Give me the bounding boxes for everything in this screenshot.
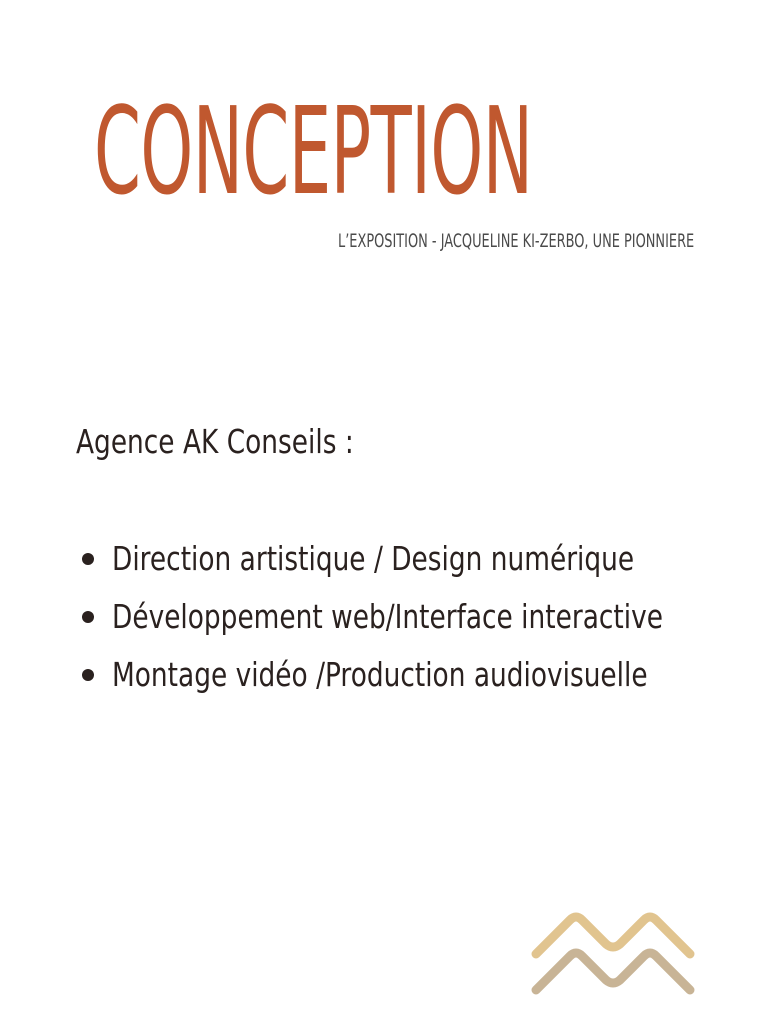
list-item-text: Direction artistique / Design numérique	[112, 539, 635, 578]
mountain-waves-icon	[528, 908, 698, 1000]
page-title: CONCEPTION	[94, 83, 533, 222]
bullet-icon	[82, 669, 94, 681]
bullet-icon	[82, 611, 94, 623]
page-subtitle: L’EXPOSITION - JACQUELINE KI-ZERBO, UNE PIONNIERE	[338, 230, 695, 252]
logo-top-wave	[536, 917, 690, 954]
list-item-text: Développement web/Interface interactive	[112, 597, 663, 636]
logo-bottom-wave	[536, 953, 690, 990]
list-item-text: Montage vidéo /Production audiovisuelle	[112, 655, 648, 694]
bullet-icon	[82, 553, 94, 565]
agency-heading: Agence AK Conseils :	[76, 422, 354, 461]
